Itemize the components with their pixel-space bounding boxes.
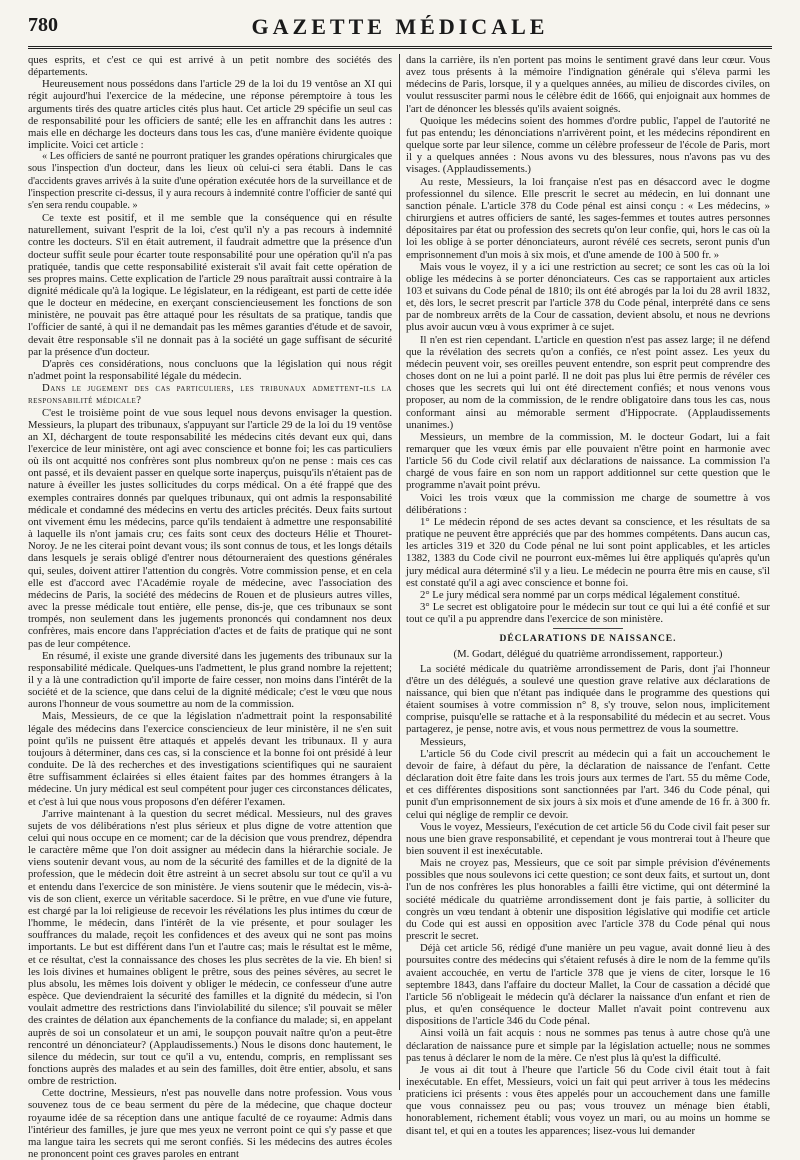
masthead-title: GAZETTE MÉDICALE xyxy=(251,14,549,39)
right-column xyxy=(406,54,770,1137)
paragraph: Il n'en est rien cependant. L'article en question n'est pas assez large; il ne défend que la révélation des secrets qu'on a confiés, ce n'est point assez. Les yeux du médecin peuvent voir, ses oreilles peuvent entendre, son esprit peut comprendre des choses dont on ne lui a point parlé. Il ne doit pas plus lui être permis de révéler ces choses que les secrets qui lui ont été directement confiés; et nous venons vous proposer, au nom de la commission, de le rendre obligatoire dans tous les cas, nous conformant ainsi au mémorable serment d'Hippocrate. (Applaudissements unanimes.) xyxy=(406,333,770,431)
column-divider xyxy=(399,54,400,1090)
paragraph: Quoique les médecins soient des hommes d'ordre public, l'appel de l'autorité ne fut pas entendu; les dénonciations n'arrivèrent point, et les médecins répondirent en quelque sorte par leur silence, comme un célèbre professeur de l'école de Paris, mort il y a quelques années : Nous avons vu des blessures, nous n'avons pas vu des visages. (Applaudissements.) xyxy=(406,114,770,176)
paragraph: La société médicale du quatrième arrondissement de Paris, dont j'ai l'honneur d'être un des délégués, a soulevé une question grave relative aux déclarations de naissance, qui bien que n'étant pas indiquée dans le programme des questions qui étaient soumises à votre commission n° 8, s'y trouve, selon nous, implicitement comprise, puisqu'elle se rattache et à la responsabilité du médecin et au secret. Vous partagerez, je pense, notre avis, et vous nous permettrez de vous la soumettre. xyxy=(406,662,770,736)
paragraph: Ce texte est positif, et il me semble que la conséquence qui en résulte naturellement, suivant l'esprit de la loi, c'est qu'il n'y a pas recours à indemnité contre les docteurs. S'il en était autrement, il faudrait admettre que la présence d'un docteur suffit seule pour écarter toute responsabilité pour une opération qu'il n'a pas pratiquée, tandis que cette responsabilité existerait s'il avait fait cette opération de ses propres mains. Cette explication de l'article 29 nous paraîtrait aussi contraire à la dignité médicale qu'à la logique. Le législateur, en la rédigeant, est parti de cette idée que le docteur en médecine, en exerçant consciencieusement les fonctions de son ministère, ne pouvait pas être attaqué pour les résultats de sa pratique, tandis que l'officier de santé, à qui il ne demandait pas les mêmes garanties d'étude et de savoir, devait être responsable s'il ne donnait pas à la société un gage suffisant de sécurité par la présence d'un docteur. xyxy=(28,212,392,358)
paragraph: Je vous ai dit tout à l'heure que l'article 56 du Code civil était tout à fait inexécutable. En effet, Messieurs, voici un fait qui peut arriver à tous les médecins praticiens ici présents : vous êtes appelés pour un accouchement dans une famille que vous connaissez peu ou pas; vous trouvez un ménage bien établi, honorablement, richement établi; vous voyez un mari, ou au moins un homme se disant tel, et qui en a toutes les apparences; lisez-vous lui demander xyxy=(406,1063,770,1137)
paragraph: Messieurs, un membre de la commission, M. le docteur Godart, lui a fait remarquer que les vœux émis par elle pouvaient n'être point en harmonie avec l'article 56 du Code civil relatif aux déclarations de naissance. La commission l'a chargé de vous faire en son nom un rapport additionnel sur cette question que le programme n'avait point prévu. xyxy=(406,430,770,492)
left-column xyxy=(28,54,392,1160)
paragraph: D'après ces considérations, nous concluons que la législation qui nous régit n'admet point la responsabilité légale du médecin. xyxy=(28,357,392,383)
paragraph: Mais, Messieurs, de ce que la législation n'admettrait point la responsabilité légale des médecins dans l'exercice consciencieux de leur ministère, il ne s'en suit point qu'ils ne puissent être attaqués et appelés devant les tribunaux. Il y aura toujours à déterminer, dans ces cas, si la conscience et la bonne foi ont présidé à leur conduite. De là des recherches et des investigations scientifiques qui ne sauraient être suffisamment éclairées si elles étaient faites par des hommes étrangers à la médecine. Un jury médical est seul compétent pour juger ces circonstances délicates, et c'est à lui que nous vous proposons d'en déférer l'examen. xyxy=(28,710,392,808)
resolution-item: 1° Le médecin répond de ses actes devant sa conscience, et les résultats de sa pratique ne peuvent être appréciés que par des hommes compétents. Dans aucun cas, les articles 319 et 320 du Code pénal ne lui sont point applicables, et les articles 1382, 1383 du Code civil ne pourront eux-mêmes lui être appliqués qu'après qu'un jury médical aura déterminé s'il y a lieu. Le médecin ne pourra être mis en cause, s'il est constaté qu'il a agi avec conscience et bonne foi. xyxy=(406,515,770,589)
paragraph: dans la carrière, ils n'en portent pas moins le sentiment gravé dans leur cœur. Vous avez tous présents à la mémoire l'indignation générale qui s'éleva parmi les médecins de Paris, lorsque, il y a quelques années, au milieu de discordes civiles, on voulut ressusciter parmi nous le célèbre édit de 1666, qui enjoignait aux hommes de l'art de dénoncer les blessés qu'ils avaient soignés. xyxy=(406,54,770,115)
paragraph: Cette doctrine, Messieurs, n'est pas nouvelle dans notre profession. Vous vous souvenez tous de ce beau serment du père de la médecine, que chaque docteur royaume idée de sa réception dans une antique faculté de ce royaume: Admis dans l'intérieur des familles, je jure que mes yeux ne verront point ce qui s'y passe et que ma langue taira les secrets qui me seront confiés. Si les médecins des autres écoles ne prononcent point ces graves paroles en entrant xyxy=(28,1087,392,1160)
section-question: Dans le jugement des cas particuliers, les tribunaux admettent-ils la responsabilité médicale? xyxy=(28,382,392,407)
paragraph: C'est le troisième point de vue sous lequel nous devons envisager la question. Messieurs, la plupart des tribunaux, s'appuyant sur l'article 29 de la loi du 19 ventôse an XI, déchargent de toute responsabilité les médecins cités devant eux qui, dans l'exercice de leur ministère, ont agi avec conscience et bonne foi; les cas particuliers où ils ont acquitté nos confrères sont plus nombreux qu'on ne pense : mais ces cas ont passé, et ils devaient passer en quelque sorte inaperçus, puisqu'ils n'étaient pas de nature à éveiller les justes sollicitudes du corps médical. On a été frappé que des exemples contraires donnés par quelques tribunaux, qui ont admis la responsabilité médicale et condamné des médecins en vertu des articles précités. Deux faits surtout ont vivement ému les médecins, parce qu'ils tendaient à admettre une responsabilité à laquelle ils n'ont jamais cru; ces faits sont ceux des docteurs Hélie et Thouret-Noroy. Je ne les citerai point devant vous; ils sont connus de tous, et les longs détails dans lesquels je serais obligé d'entrer nous détourneraient des questions générales qui, seules, doivent attirer l'attention du congrès. Votre commission pense, et en cela elle est d'accord avec l'Académie royale de médecine, avec l'association des médecins de Paris, la société des médecins de Rouen et de plusieurs autres villes, avec la presse médicale tout entière, elle pense, dis-je, que ces tribunaux se sont trompés, non seulement dans les jugements prononcés qui condamnent nos deux confrères, mais encore dans l'appréciation d'actes et de faits de pratique qui ne sont pas de leur compétence. xyxy=(28,406,392,650)
page-number: 780 xyxy=(28,14,58,36)
resolution-item: 3° Le secret est obligatoire pour le médecin sur tout ce qui lui a été confié et sur tout ce qu'il a pu apprendre dans l'exercice de son ministère. xyxy=(406,601,770,626)
paragraph: Heureusement nous possédons dans l'article 29 de la loi du 19 ventôse an XI qui régit aujourd'hui l'exercice de la médecine, une réponse péremptoire à tous les arguments tirés des quatre articles cités plus haut. Cet article 29 spécifie un seul cas de responsabilité pour les officiers de santé; elle les en affranchit dans les autres : mais elle en décharge les docteurs dans tous les cas, d'une manière évidente quoique implicite. Voici cet article : xyxy=(28,78,392,152)
resolution-item: 2° Le jury médical sera nommé par un corps médical légalement constitué. xyxy=(420,588,741,601)
section-rule xyxy=(553,628,623,629)
paragraph: Déjà cet article 56, rédigé d'une manière un peu vague, avait donné lieu à des poursuites contre des médecins qui s'étaient refusés à dire le nom de la femme qu'ils avaient accouchée, en vertu de l'article 378 que je viens de citer, lorsque le 16 septembre 1843, dans l'affaire du docteur Mallet, la Cour de cassation a décidé que l'article 56 n'obligeait le médecin qu'à déclarer la naissance d'un enfant et rien de plus, et qu'en conséquence le docteur Mallet n'avait point contrevenu aux dispositions de l'article 346 du Code pénal. xyxy=(406,942,770,1028)
section-title: DÉCLARATIONS DE NAISSANCE. xyxy=(499,634,677,645)
section-subtitle: (M. Godart, délégué du quatrième arrondissement, rapporteur.) xyxy=(453,647,723,660)
paragraph: Mais ne croyez pas, Messieurs, que ce soit par simple prévision d'événements possibles que nous soulevons ici cette question; ce sont deux faits, et surtout un, dont l'un de nos confrères les plus honorables a failli être victime, qui ont déterminé la société médicale du quatrième arrondissement dont je fais partie, à solliciter du congrès un vœu tendant à obtenir une disposition législative qui modifie cet article du Code qui est aussi en opposition avec l'article 378 du Code pénal qui nous prescrit le secret. xyxy=(406,857,770,943)
paragraph: Au reste, Messieurs, la loi française n'est pas en désaccord avec le dogme professionnel du silence. Elle prescrit le secret au médecin, en lui donnant une sanction pénale. L'article 378 du Code pénal est ainsi conçu : « Les médecins, » chirurgiens et autres officiers de santé, les sages-femmes et toutes autres personnes dépositaires par état ou profession des secrets qu'on leur confie, qui, hors le cas où la loi les oblige à se porter dénonciateurs, auront révélé ces secrets, seront punis d'un emprisonnement d'un mois à six mois, et d'une amende de 100 à 500 fr. » xyxy=(406,175,770,261)
paragraph: L'article 56 du Code civil prescrit au médecin qui a fait un accouchement le devoir de faire, à défaut du père, la déclaration de naissance de l'enfant. Cette déclaration doit être faite dans les trois jours aux termes de l'art. 55 du même Code, et ces différentes dispositions sont sanctionnées par l'art. 346 du Code pénal, qui punit d'un emprisonnement de six jours à six mois et d'une amende de 16 fr. à 300 fr. celui qui néglige de remplir ce devoir. xyxy=(406,747,770,821)
quoted-article: « Les officiers de santé ne pourront pratiquer les grandes opérations chirurgicales que sous l'inspection d'un docteur, dans les lieux où celui-ci sera établi. Dans le cas d'accidents graves arrivés à la suite d'une opération exécutée hors de la surveillance et de l'inspection prescrite ci-dessus, il y aura recours à indemnité contre l'officier de santé qui s'en sera rendu coupable. » xyxy=(28,151,392,211)
paragraph: ques esprits, et c'est ce qui est arrivé à un petit nombre des sociétés des départements. xyxy=(28,54,392,79)
paragraph: Vous le voyez, Messieurs, l'exécution de cet article 56 du Code civil fait peser sur nous une bien grave responsabilité, et cependant je vous montrerai tout à l'heure que bien souvent il est inexécutable. xyxy=(406,820,770,857)
paragraph: En résumé, il existe une grande diversité dans les jugements des tribunaux sur la responsabilité médicale. Quelques-uns l'admettent, le plus grand nombre la rejettent; il y a là une contradiction qu'il importe de faire cesser, non moins dans l'intérêt de la société et de la science, que dans celui de la dignité médicale; c'est le vœu que nous aurons l'honneur de vous soumettre au nom de la commission. xyxy=(28,649,392,711)
paragraph: J'arrive maintenant à la question du secret médical. Messieurs, nul des graves sujets de vos délibérations n'est plus sérieux et plus digne de votre attention que celui qui nous occupe en ce moment; car de la décision que vous prendrez, dépendra le caractère même que l'on doit assigner au médecin dans la hiérarchie sociale. Je viens soutenir devant vous, au nom de la sécurité des familles et de la dignité de la profession, que le médecin doit être astreint à un secret absolu sur tout ce qu'il a vu et entendu dans l'exercice de son ministère. Je viens soutenir que le médecin, vis-à-vis de son client, exerce un véritable sacerdoce. Si le prêtre, en vue d'une vie future, est chargé par la loi religieuse de recevoir les révélations les plus intimes du cœur de l'homme, le médecin, dans l'intérêt de la vie présente, et pour soulager les souffrances du malade, reçoit les confidences et des aveux qui ne sont pas moins importants. Le but est différent dans l'un et l'autre cas; mais le résultat est le même, et ce résultat, c'est la connaissance des choses les plus secrètes de la vie. Eh bien! si les lois divines et humaines obligent le prêtre, sous des peines sévères, au secret le plus absolu, les mêmes lois doivent y obliger le médecin, ce confesseur d'une autre espèce. Que deviendraient la sécurité des familles et la dignité du médecin, si l'on voulait admettre des restrictions dans l'inviolabilité du silence; s'il pouvait se mêler des craintes de délation aux épanchements de la confiance du malade; si, en appelant auprès de soi un consolateur et un ami, le soupçon pouvait naître qu'on a peut-être rencontré un dénonciateur? (Applaudissements.) Nous le disons donc hautement, le silence du médecin, sur tout ce qu'il a vu, entendu, compris, en remplissant ses fonctions auprès des malades et au sein des familles, doit être entier, absolu, et sans ombre de restriction. xyxy=(28,807,392,1088)
header-rule xyxy=(28,46,772,49)
salutation: Messieurs, xyxy=(420,735,467,748)
paragraph: Ainsi voilà un fait acquis : nous ne sommes pas tenus à autre chose qu'à une déclaration de naissance pure et simple par la législation actuelle; nous ne sommes pas tenus à déclarer le nom de la mère. Ce n'est plus là qu'est la difficulté. xyxy=(406,1027,770,1064)
paragraph: Voici les trois vœux que la commission me charge de soumettre à vos délibérations : xyxy=(406,491,770,516)
paragraph: Mais vous le voyez, il y a ici une restriction au secret; ce sont les cas où la loi oblige les médecins à se porter dénonciateurs. Ces cas se rapportaient aux articles 103 et suivans du Code pénal de 1810; ils ont été abrogés par la loi du 28 avril 1832, et, dès lors, le secret prescrit par l'article 378 du Code pénal, interprété dans ce sens par de nombreux arrêts de la Cour de cassation, devient absolu, et nous ne devrions plus avoir aucun vœu à vous exprimer à ce sujet. xyxy=(406,260,770,334)
